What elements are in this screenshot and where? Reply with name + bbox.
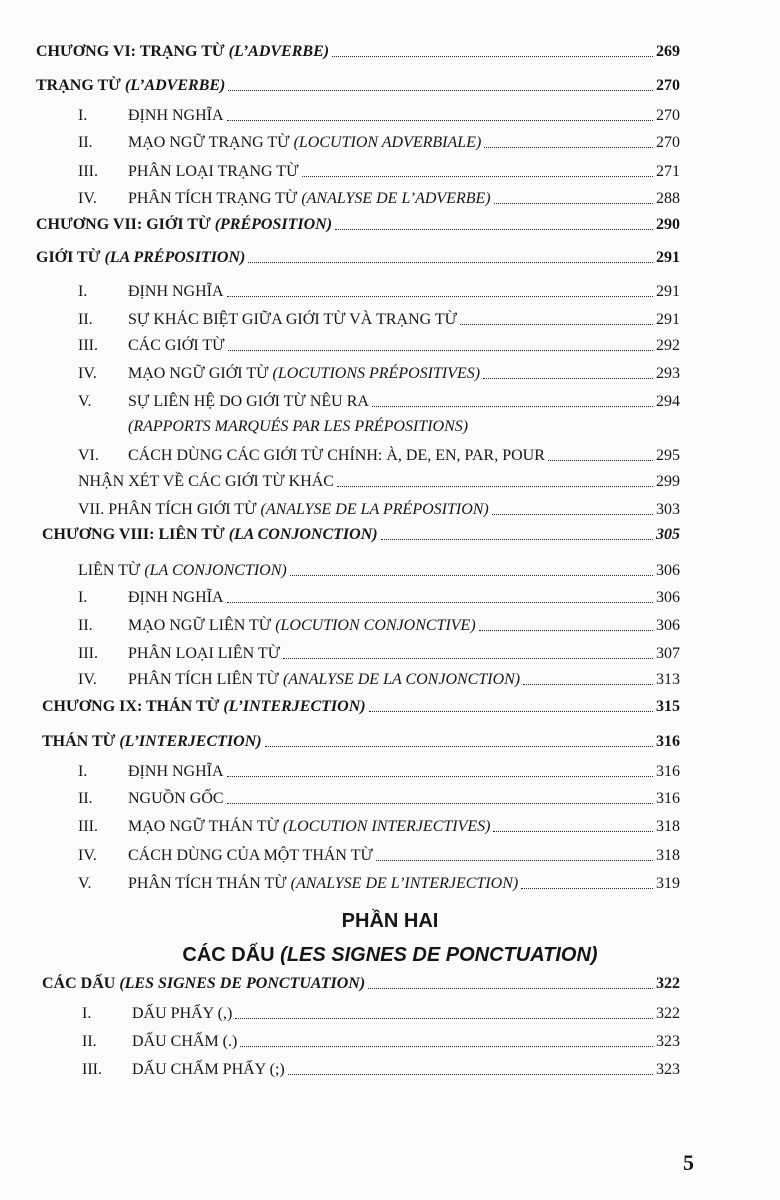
toc-entry-title xyxy=(36,215,332,235)
toc-entry-page: 295 xyxy=(656,447,680,464)
toc-entry-numeral: IV. xyxy=(78,671,97,688)
toc-entry xyxy=(78,608,680,636)
toc-entry-title xyxy=(132,1032,237,1052)
toc-leader-dots xyxy=(227,295,653,297)
toc-entry xyxy=(78,464,680,492)
toc-entry-numeral: III. xyxy=(78,818,98,835)
toc-leader-dots xyxy=(227,775,653,777)
toc-entry-title xyxy=(128,789,224,809)
toc-leader-dots xyxy=(337,485,653,487)
toc-entry-title-french: (LOCUTION INTERJECTIVES) xyxy=(282,818,491,835)
toc-entry-title-french: (LA CONJONCTION) xyxy=(228,526,378,543)
toc-entry-title-french: (L’ADVERBE) xyxy=(124,77,226,94)
toc-entry-title-main: ĐỊNH NGHĨA xyxy=(128,589,224,606)
toc-entry-title-main: DẤU CHẤM PHẨY (;) xyxy=(132,1061,285,1078)
toc-entry-title xyxy=(128,644,280,664)
toc-entry xyxy=(42,689,680,717)
toc-entry-title xyxy=(128,189,491,209)
toc-entry-numeral: III. xyxy=(78,163,98,180)
toc-leader-dots xyxy=(494,202,653,204)
toc-entry xyxy=(82,1052,680,1080)
toc-entry xyxy=(82,1024,680,1052)
toc-entry-title-french: (L’INTERJECTION) xyxy=(119,733,262,750)
toc-leader-dots xyxy=(460,323,653,325)
toc-entry-title-french: (ANALYSE DE LA CONJONCTION) xyxy=(282,671,521,688)
toc-entry-numeral: II. xyxy=(78,311,93,328)
toc-entry xyxy=(78,274,680,302)
toc-leader-dots xyxy=(283,657,653,659)
toc-entry-page: 313 xyxy=(656,671,680,688)
toc-leader-dots xyxy=(483,377,653,379)
toc-leader-dots xyxy=(369,710,653,712)
toc-entry xyxy=(36,68,680,96)
toc-entry-title-main: PHÂN LOẠI TRẠNG TỪ xyxy=(128,163,299,180)
toc-entry-numeral: III. xyxy=(78,645,98,662)
part-heading: PHẦN HAI xyxy=(341,910,439,932)
toc-entry-title xyxy=(128,670,520,690)
toc-leader-dots xyxy=(479,629,653,631)
toc-entry xyxy=(36,207,680,235)
toc-entry-title-main: SỰ KHÁC BIỆT GIỮA GIỚI TỪ VÀ TRẠNG TỪ xyxy=(128,311,458,328)
toc-leader-dots xyxy=(372,405,653,407)
toc-entry-title-french: (LES SIGNES DE PONCTUATION) xyxy=(119,975,366,992)
toc-entry-title-french: (PRÉPOSITION) xyxy=(214,216,333,233)
toc-entry xyxy=(78,662,680,690)
toc-entry-title-main: MẠO NGỮ GIỚI TỪ xyxy=(128,365,269,382)
part-subtitle-main: CÁC DẤU xyxy=(182,944,275,966)
toc-entry-title-main: NHẬN XÉT VỀ CÁC GIỚI TỪ KHÁC xyxy=(78,473,334,490)
toc-entry-numeral: V. xyxy=(78,875,92,892)
toc-entry xyxy=(78,580,680,608)
toc-entry-numeral: II. xyxy=(78,617,93,634)
toc-leader-dots xyxy=(335,228,653,230)
toc-entry-title xyxy=(132,1060,285,1080)
toc-entry-page: 315 xyxy=(656,698,680,715)
toc-entry-title-main: GIỚI TỪ xyxy=(36,249,101,266)
toc-entry-title xyxy=(78,472,334,492)
toc-entry-title-main: CHƯƠNG IX: THÁN TỪ xyxy=(42,698,220,715)
toc-entry xyxy=(78,356,680,384)
toc-leader-dots xyxy=(227,601,653,603)
toc-entry xyxy=(78,636,680,664)
toc-leader-dots xyxy=(381,538,653,540)
toc-entry-title-french: (LOCUTION CONJONCTIVE) xyxy=(275,617,476,634)
toc-leader-dots xyxy=(248,261,653,263)
toc-entry-page: 316 xyxy=(656,733,680,750)
toc-entry-page: 291 xyxy=(656,283,680,300)
toc-entry-title xyxy=(128,446,545,466)
toc-entry-page: 290 xyxy=(656,216,680,233)
toc-entry xyxy=(78,181,680,209)
toc-entry-title xyxy=(128,762,224,782)
toc-entry-title-main: ĐỊNH NGHĨA xyxy=(128,283,224,300)
toc-entry-page: 271 xyxy=(656,163,680,180)
toc-entry-title-main: CHƯƠNG VI: TRẠNG TỪ xyxy=(36,43,225,60)
toc-entry-title xyxy=(128,106,224,126)
toc-leader-dots xyxy=(228,89,653,91)
toc-continuation-line: (RAPPORTS MARQUÉS PAR LES PRÉPOSITIONS) xyxy=(128,418,469,435)
toc-entry xyxy=(78,438,680,466)
toc-entry xyxy=(42,517,680,545)
toc-entry-page: 318 xyxy=(656,847,680,864)
toc-entry-numeral: VI. xyxy=(78,447,99,464)
toc-entry-title-french: (LOCUTION ADVERBIALE) xyxy=(293,134,482,151)
toc-entry-page: 306 xyxy=(656,589,680,606)
toc-entry-page: 270 xyxy=(656,134,680,151)
toc-entry-title-main: NGUỒN GỐC xyxy=(128,790,224,807)
toc-entry-title-main: CÁCH DÙNG CÁC GIỚI TỪ CHÍNH: À, DE, EN, PAR, POUR xyxy=(128,447,545,464)
toc-entry-title xyxy=(128,874,518,894)
toc-entry-title-french: (L’INTERJECTION) xyxy=(223,698,366,715)
toc-entry-title-main: CHƯƠNG VII: GIỚI TỪ xyxy=(36,216,211,233)
toc-entry-title xyxy=(36,76,225,96)
toc-entry xyxy=(78,838,680,866)
toc-entry-numeral: IV. xyxy=(78,847,97,864)
toc-entry-page: 319 xyxy=(656,875,680,892)
toc-entry xyxy=(78,754,680,782)
toc-leader-dots xyxy=(265,745,653,747)
toc-entry-title-french: (L’ADVERBE) xyxy=(228,43,330,60)
toc-entry-title-french: (ANALYSE DE L’ADVERBE) xyxy=(301,190,491,207)
toc-entry xyxy=(78,154,680,182)
toc-entry-page: 269 xyxy=(656,43,680,60)
toc-entry-title xyxy=(42,525,378,545)
toc-entry-title-main: DẤU PHẨY (,) xyxy=(132,1005,233,1022)
toc-entry-title xyxy=(128,616,476,636)
toc-leader-dots xyxy=(484,146,653,148)
toc-entry xyxy=(36,34,680,62)
toc-entry-page: 322 xyxy=(656,975,680,992)
toc-entry xyxy=(78,492,680,520)
toc-entry-title-main: PHÂN TÍCH TRẠNG TỪ xyxy=(128,190,298,207)
toc-leader-dots xyxy=(332,55,653,57)
toc-entry-page: 318 xyxy=(656,818,680,835)
toc-entry-title-main: PHÂN TÍCH LIÊN TỪ xyxy=(128,671,279,688)
toc-entry-numeral: I. xyxy=(78,589,88,606)
toc-entry-title xyxy=(78,561,287,581)
toc-leader-dots xyxy=(493,830,653,832)
toc-entry-title-main: CHƯƠNG VIII: LIÊN TỪ xyxy=(42,526,225,543)
toc-entry-page: 323 xyxy=(656,1061,680,1078)
toc-entry-title-french: (LOCUTIONS PRÉPOSITIVES) xyxy=(272,365,481,382)
toc-entry-page: 292 xyxy=(656,337,680,354)
toc-entry-title xyxy=(42,732,262,752)
toc-entry-title-french: (LA CONJONCTION) xyxy=(144,562,287,579)
toc-entry-page: 316 xyxy=(656,763,680,780)
toc-entry-title-main: THÁN TỪ xyxy=(42,733,116,750)
toc-entry-title xyxy=(36,248,245,268)
toc-entry-title xyxy=(128,588,224,608)
toc-entry xyxy=(36,240,680,268)
toc-entry-page: 307 xyxy=(656,645,680,662)
toc-entry-page: 305 xyxy=(656,526,680,543)
toc-entry-page: 294 xyxy=(656,393,680,410)
toc-entry xyxy=(78,98,680,126)
toc-leader-dots xyxy=(302,175,654,177)
toc-entry-title-main: CÁCH DÙNG CỦA MỘT THÁN TỪ xyxy=(128,847,373,864)
toc-entry xyxy=(78,328,680,356)
toc-entry-page: 291 xyxy=(656,249,680,266)
toc-entry-title xyxy=(128,133,481,153)
toc-entry-title-main: PHÂN TÍCH THÁN TỪ xyxy=(128,875,287,892)
toc-entry xyxy=(78,384,680,412)
toc-entry-page: 270 xyxy=(656,107,680,124)
toc-leader-dots xyxy=(521,887,653,889)
toc-entry-title-main: TRẠNG TỪ xyxy=(36,77,121,94)
toc-entry-title-main: LIÊN TỪ xyxy=(78,562,141,579)
toc-entry-page: 270 xyxy=(656,77,680,94)
toc-entry-title xyxy=(128,336,225,356)
toc-entry-numeral: I. xyxy=(78,107,88,124)
toc-leader-dots xyxy=(228,349,653,351)
toc-entry-page: 323 xyxy=(656,1033,680,1050)
toc-entry-numeral: II. xyxy=(78,790,93,807)
toc-leader-dots xyxy=(227,802,653,804)
toc-entry-numeral: III. xyxy=(78,337,98,354)
toc-entry xyxy=(78,781,680,809)
toc-entry-numeral: IV. xyxy=(78,365,97,382)
toc-leader-dots xyxy=(492,513,653,515)
toc-entry-title-french: (ANALYSE DE LA PRÉPOSITION) xyxy=(260,501,489,518)
toc-entry-title xyxy=(128,846,373,866)
toc-entry-title-main: CÁC DẤU xyxy=(42,975,116,992)
toc-leader-dots xyxy=(368,987,653,989)
toc-entry-title-main: MẠO NGỮ THÁN TỪ xyxy=(128,818,279,835)
toc-entry-title-main: ĐỊNH NGHĨA xyxy=(128,107,224,124)
toc-entry-numeral: II. xyxy=(78,134,93,151)
toc-entry-title-main: MẠO NGỮ LIÊN TỪ xyxy=(128,617,272,634)
toc-entry-page: 291 xyxy=(656,311,680,328)
toc-entry xyxy=(78,125,680,153)
toc-entry-title-french: (LA PRÉPOSITION) xyxy=(104,249,246,266)
toc-entry xyxy=(78,809,680,837)
toc-entry-page: 322 xyxy=(656,1005,680,1022)
toc-entry-title-main: DẤU CHẤM (.) xyxy=(132,1033,238,1050)
toc-entry-numeral: III. xyxy=(82,1061,102,1078)
page-number: 5 xyxy=(683,1150,694,1175)
toc-entry-page: 303 xyxy=(656,501,680,518)
toc-leader-dots xyxy=(240,1045,653,1047)
toc-entry-title xyxy=(128,310,457,330)
toc-entry-numeral: I. xyxy=(78,283,88,300)
toc-entry-title-main: PHÂN LOẠI LIÊN TỪ xyxy=(128,645,281,662)
toc-entry-title-main: MẠO NGỮ TRẠNG TỪ xyxy=(128,134,290,151)
toc-entry-numeral: IV. xyxy=(78,190,97,207)
toc-entry-page: 299 xyxy=(656,473,680,490)
toc-entry-title-main: VII. PHÂN TÍCH GIỚI TỪ xyxy=(78,501,257,518)
toc-leader-dots xyxy=(288,1073,653,1075)
toc-entry-title xyxy=(128,282,224,302)
toc-entry-numeral: V. xyxy=(78,393,92,410)
toc-leader-dots xyxy=(227,119,653,121)
toc-entry xyxy=(78,866,680,894)
toc-entry-title xyxy=(132,1004,232,1024)
toc-entry-numeral: II. xyxy=(82,1033,97,1050)
toc-entry-page: 306 xyxy=(656,617,680,634)
toc-entry xyxy=(82,996,680,1024)
toc-leader-dots xyxy=(235,1017,653,1019)
toc-entry-title xyxy=(128,162,299,182)
toc-entry-title-main: CÁC GIỚI TỪ xyxy=(128,337,225,354)
toc-entry-title xyxy=(128,364,480,384)
toc-entry-page: 288 xyxy=(656,190,680,207)
toc-entry-title-french: (ANALYSE DE L’INTERJECTION) xyxy=(290,875,519,892)
toc-entry-title xyxy=(42,697,366,717)
toc-entry xyxy=(78,302,680,330)
toc-entry-title xyxy=(36,42,329,62)
part-subtitle-em: (LES SIGNES DE PONCTUATION) xyxy=(280,944,598,966)
toc-entry-title xyxy=(128,392,369,412)
toc-entry xyxy=(78,553,680,581)
toc-leader-dots xyxy=(376,859,653,861)
toc-entry-title xyxy=(128,817,490,837)
toc-leader-dots xyxy=(548,459,653,461)
toc-entry-title-main: ĐỊNH NGHĨA xyxy=(128,763,224,780)
toc-entry-numeral: I. xyxy=(78,763,88,780)
toc-entry-title xyxy=(42,974,365,994)
toc-entry-numeral: I. xyxy=(82,1005,92,1022)
toc-entry xyxy=(42,966,680,994)
part-subtitle xyxy=(0,944,780,967)
toc-entry-title-main: SỰ LIÊN HỆ DO GIỚI TỪ NÊU RA xyxy=(128,393,369,410)
toc-leader-dots xyxy=(523,683,653,685)
toc-entry-page: 293 xyxy=(656,365,680,382)
toc-leader-dots xyxy=(290,574,653,576)
toc-entry-page: 316 xyxy=(656,790,680,807)
toc-entry-page: 306 xyxy=(656,562,680,579)
toc-entry xyxy=(42,724,680,752)
